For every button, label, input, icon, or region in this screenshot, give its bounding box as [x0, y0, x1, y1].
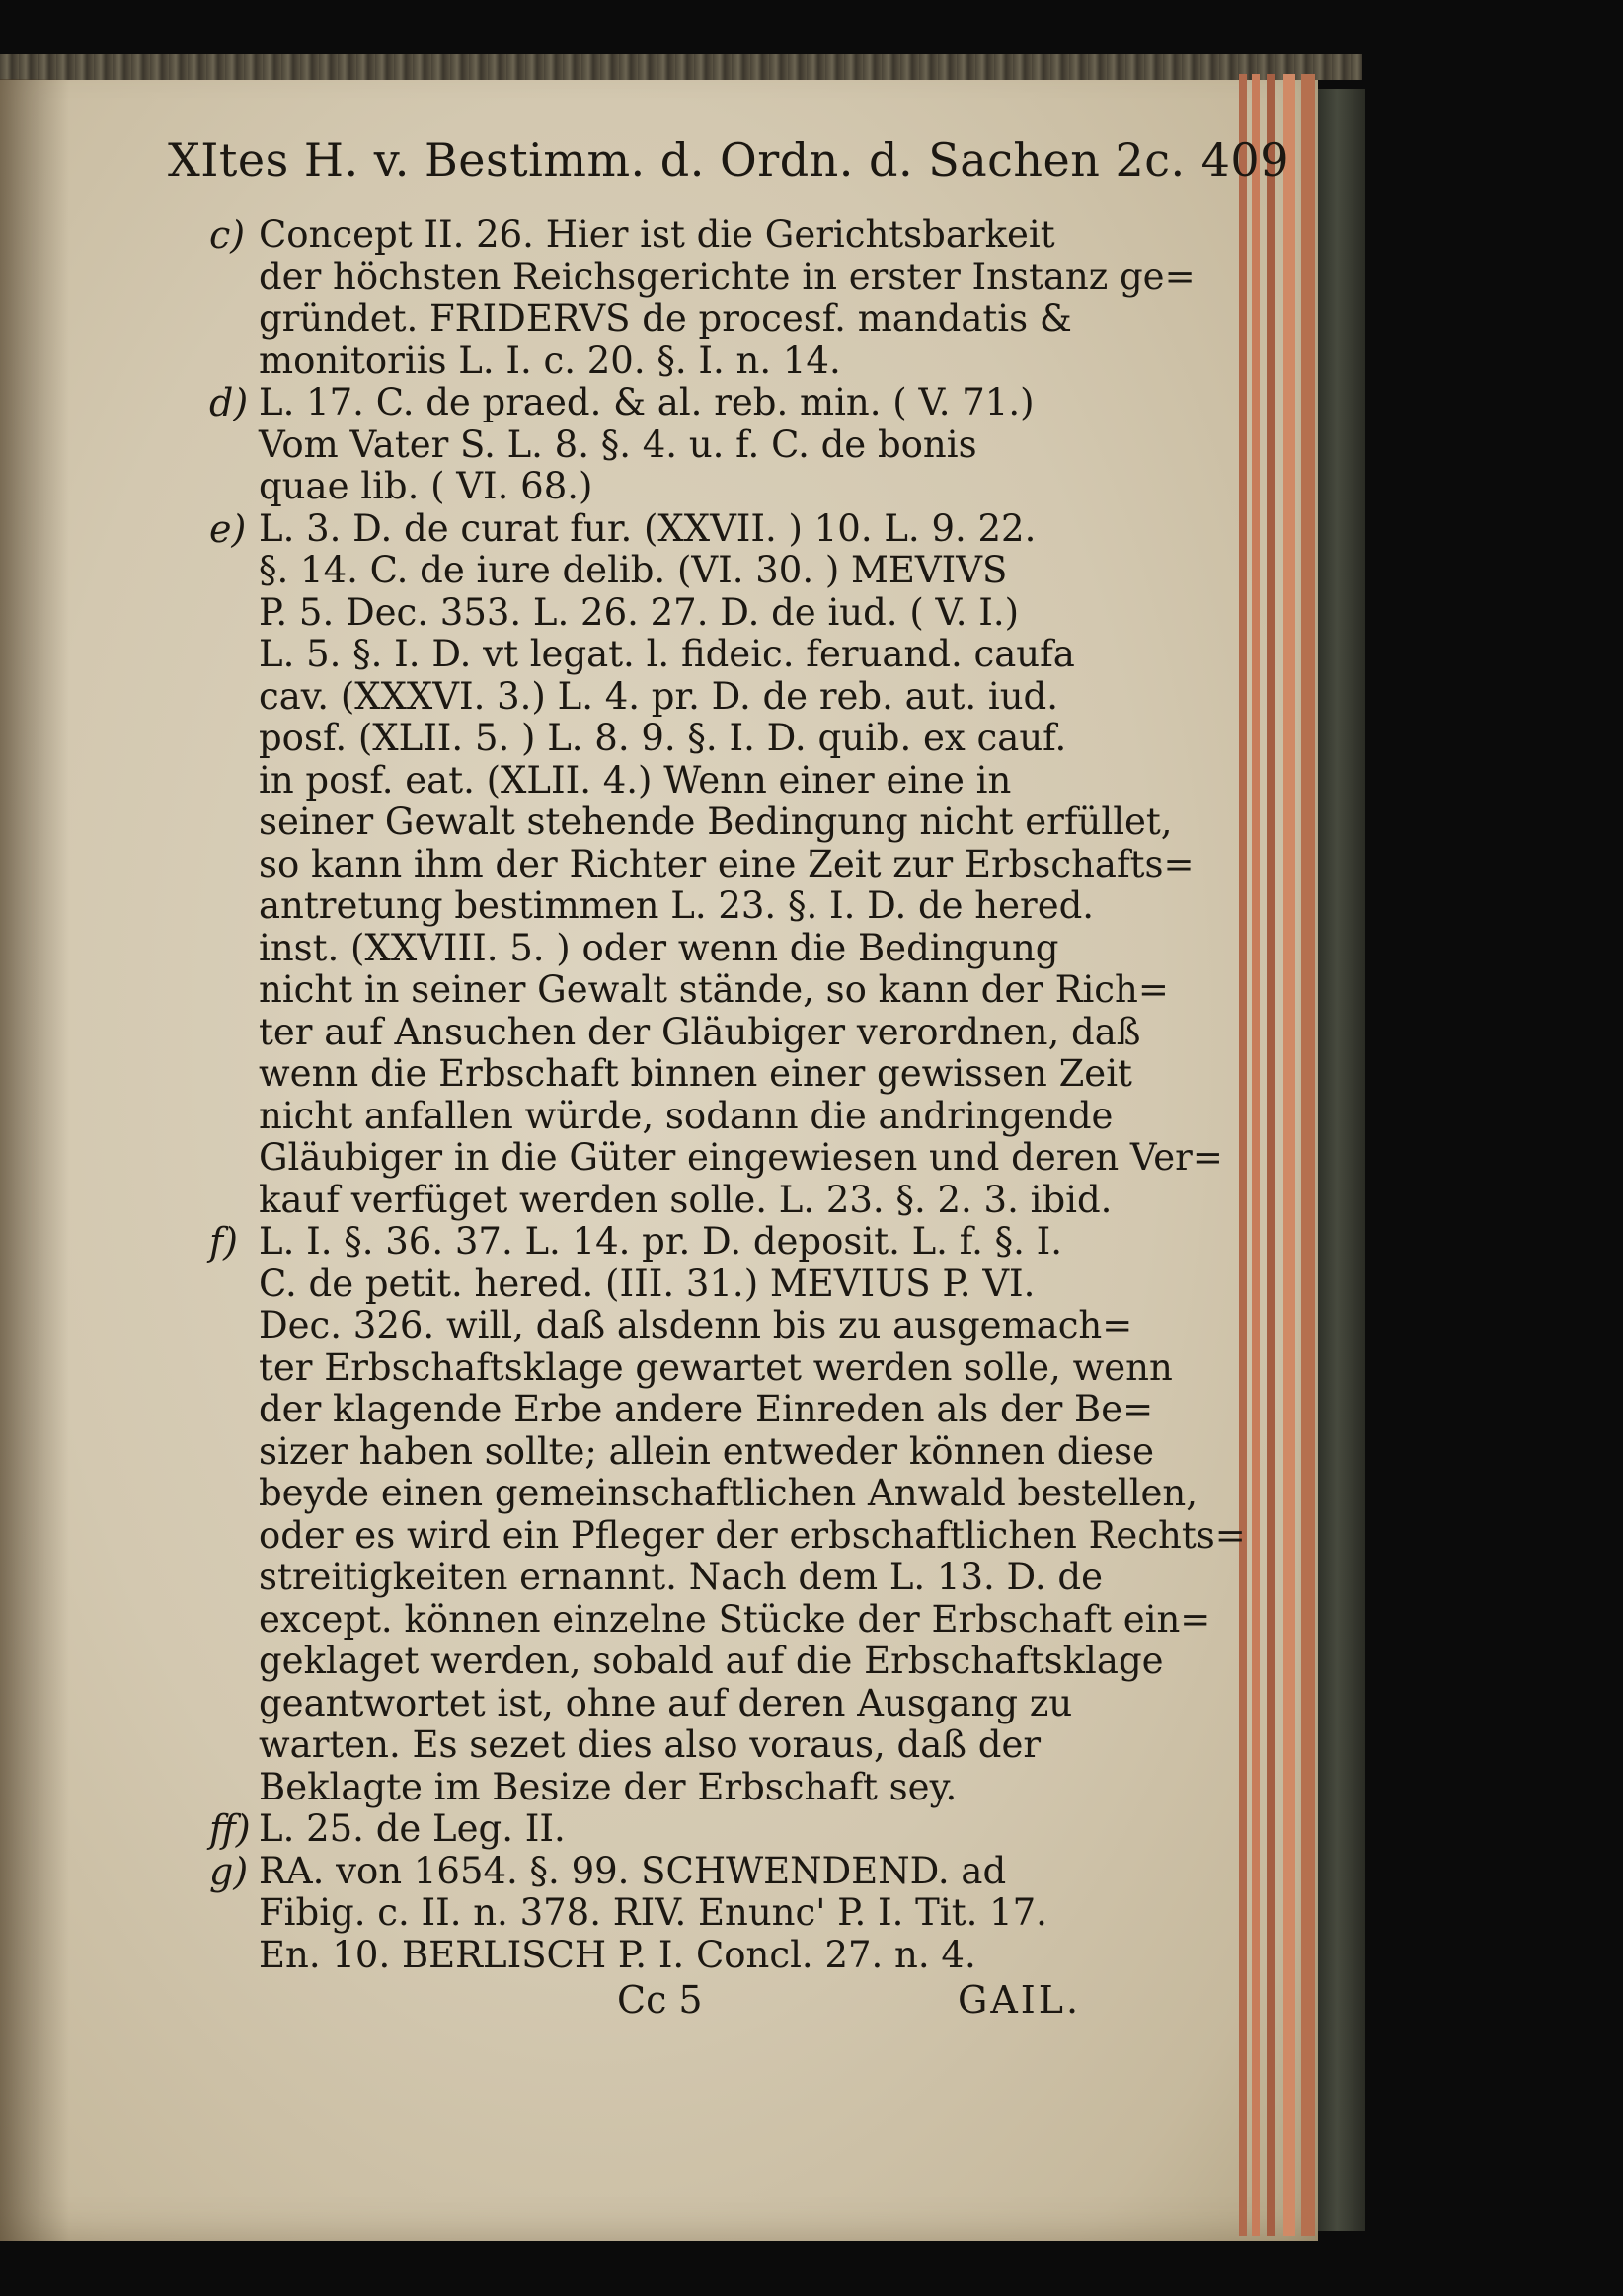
footnote-line: posf. (XLII. 5. ) L. 8. 9. §. I. D. quib. ex cauf. — [259, 717, 1067, 759]
footnote-line: Gläubiger in die Güter eingewiesen und deren Ver= — [259, 1136, 1223, 1179]
signature-mark: Cc 5 — [617, 1978, 703, 2022]
footnote-mark: c) — [209, 213, 246, 257]
footnote-line: monitoriis L. I. c. 20. §. I. n. 14. — [259, 339, 841, 382]
footnote-mark: e) — [209, 506, 247, 551]
page-footer — [168, 1978, 1244, 2028]
catchword: GAIL. — [958, 1978, 1082, 2022]
footnote-line: §. 14. C. de iure delib. (VI. 30. ) MEVIVS — [259, 549, 1008, 591]
footnote-line: wenn die Erbschaft binnen einer gewissen Zeit — [259, 1052, 1132, 1095]
book-top-edge — [0, 54, 1362, 80]
footnote-line: quae lib. ( VI. 68.) — [259, 465, 593, 507]
footnote-line: streitigkeiten ernannt. Nach dem L. 13. D. de — [259, 1556, 1104, 1598]
footnote-mark: g) — [209, 1849, 249, 1893]
footnote — [168, 508, 1244, 1222]
footnote-line: L. 5. §. I. D. vt legat. l. fideic. feruand. caufa — [259, 633, 1075, 675]
running-header — [168, 133, 1289, 187]
footnote-line: except. können einzelne Stücke der Erbschaft ein= — [259, 1597, 1211, 1641]
footnote-line: oder es wird ein Pfleger der erbschaftlichen Rechts= — [259, 1513, 1246, 1557]
book-cover-board — [1318, 89, 1365, 2231]
page-edge — [1252, 74, 1260, 2236]
footnote-line: Dec. 326. will, daß alsdenn bis zu ausgemach= — [259, 1304, 1133, 1346]
footnote-line: antretung bestimmen L. 23. §. I. D. de hered. — [259, 884, 1095, 927]
footnotes — [168, 214, 1244, 1976]
footnote-line: ter auf Ansuchen der Gläubiger verordnen, daß — [259, 1010, 1141, 1053]
footnote-line: gründet. FRIDERVS de procesf. mandatis & — [259, 297, 1072, 340]
footnote-line: der klagende Erbe andere Einreden als der Be= — [259, 1388, 1154, 1430]
footnote-line: geklaget werden, sobald auf die Erbschaftsklage — [259, 1640, 1164, 1682]
footnote — [168, 1851, 1244, 1977]
footnote-line: Vom Vater S. L. 8. §. 4. u. f. C. de bonis — [259, 422, 977, 466]
footnote-line: sizer haben sollte; allein entweder können diese — [259, 1429, 1155, 1473]
footnote-line: der höchsten Reichsgerichte in erster Instanz ge= — [259, 255, 1196, 298]
footnote-line: nicht in seiner Gewalt stände, so kann der Rich= — [259, 968, 1169, 1011]
footnote-line: C. de petit. hered. (III. 31.) MEVIUS P. VI. — [259, 1262, 1036, 1305]
footnote-line: L. I. §. 36. 37. L. 14. pr. D. deposit. L. f. §. I. — [259, 1220, 1062, 1263]
footnote-line: seiner Gewalt stehende Bedingung nicht erfüllet, — [259, 801, 1173, 843]
page-edge — [1283, 74, 1295, 2236]
footnote-line: so kann ihm der Richter eine Zeit zur Erbschafts= — [259, 842, 1195, 885]
footnote-line: geantwortet ist, ohne auf deren Ausgang zu — [259, 1681, 1073, 1724]
footnote-line: En. 10. BERLISCH P. I. Concl. 27. n. 4. — [259, 1933, 976, 1976]
footnote — [168, 214, 1244, 382]
page-edge — [1267, 74, 1275, 2236]
footnote — [168, 1808, 1244, 1851]
footnote-line: P. 5. Dec. 353. L. 26. 27. D. de iud. ( V. I.) — [259, 590, 1020, 634]
footnote-line: L. 3. D. de curat fur. (XXVII. ) 10. L. 9. 22. — [259, 506, 1037, 550]
footnote-line: kauf verfüget werden solle. L. 23. §. 2. 3. ibid. — [259, 1178, 1113, 1221]
footnote-line: RA. von 1654. §. 99. SCHWENDEND. ad — [259, 1849, 1007, 1892]
running-title: XItes H. v. Bestimm. d. Ordn. d. Sachen 2c. — [168, 133, 1186, 187]
footnote-line: L. 17. C. de praed. & al. reb. min. ( V. 71.) — [259, 381, 1035, 423]
footnote-line: L. 25. de Leg. II. — [259, 1807, 566, 1850]
footnote-line: inst. (XXVIII. 5. ) oder wenn die Bedingung — [259, 926, 1059, 969]
page-edge — [1301, 74, 1315, 2236]
footnote — [168, 1221, 1244, 1808]
gutter-shadow — [0, 79, 69, 2241]
footnote — [168, 382, 1244, 508]
footnote-mark: ff) — [209, 1807, 251, 1851]
footnote-line: nicht anfallen würde, sodann die andringende — [259, 1094, 1114, 1137]
footnote-line: warten. Es sezet dies also voraus, daß der — [259, 1723, 1042, 1766]
footnote-line: ter Erbschaftsklage gewartet werden solle, wenn — [259, 1345, 1173, 1389]
footnote-line: Fibig. c. II. n. 378. RIV. Enunc' P. I. Tit. 17. — [259, 1891, 1047, 1934]
footnote-line: beyde einen gemeinschaftlichen Anwald bestellen, — [259, 1472, 1198, 1514]
footnote-mark: f) — [209, 1220, 238, 1263]
page-number: 409 — [1200, 133, 1289, 187]
footnote-line: in posf. eat. (XLII. 4.) Wenn einer eine in — [259, 758, 1012, 802]
footnote-line: Concept II. 26. Hier ist die Gerichtsbarkeit — [259, 213, 1055, 256]
text-block — [168, 94, 1289, 2028]
footnote-line: cav. (XXXVI. 3.) L. 4. pr. D. de reb. aut. iud. — [259, 674, 1059, 718]
footnote-line: Beklagte im Besize der Erbschaft sey. — [259, 1765, 958, 1808]
footnote-mark: d) — [209, 381, 249, 424]
